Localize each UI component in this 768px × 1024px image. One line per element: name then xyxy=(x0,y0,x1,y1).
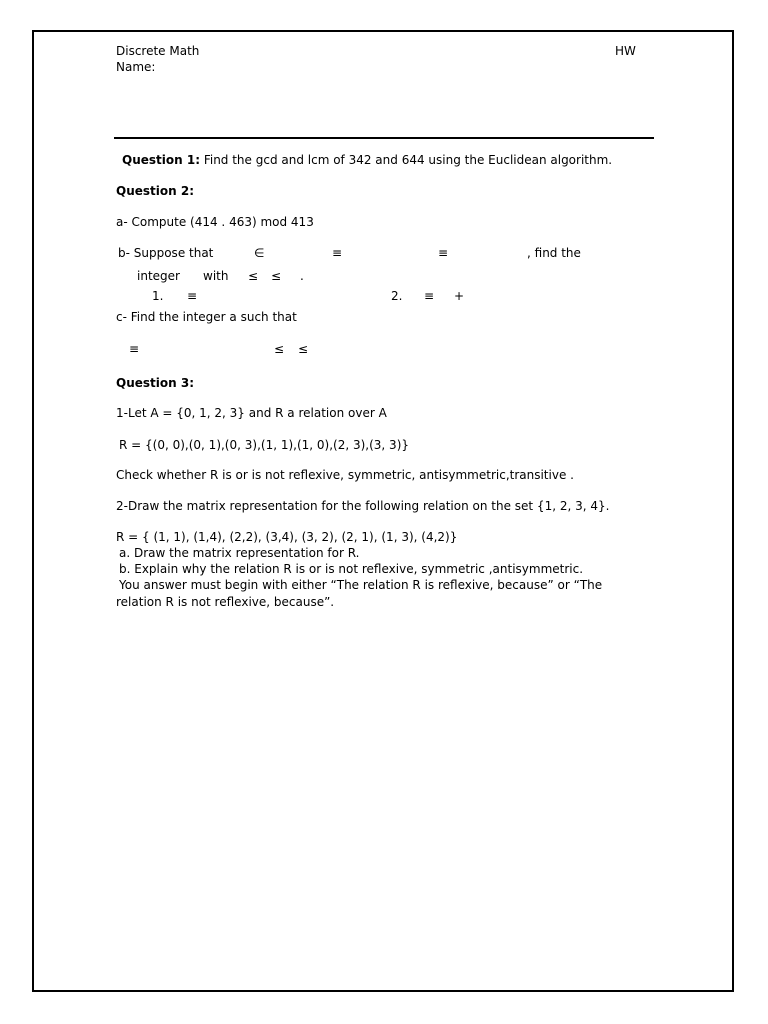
question-1-heading: Question 1: xyxy=(122,153,200,167)
question-3-check: Check whether R is or is not reflexive, symmetric, antisymmetric,transitive . xyxy=(116,468,574,482)
question-3-heading: Question 3: xyxy=(116,376,194,390)
question-3-part-1: 1-Let A = {0, 1, 2, 3} and R a relation over A xyxy=(116,406,387,420)
less-equal-symbol: ≤ xyxy=(271,269,282,283)
relation-2: R = { (1, 1), (1,4), (2,2), (3,4), (3, 2), (2, 1), (1, 3), (4,2)} xyxy=(116,530,458,544)
hw-label: HW xyxy=(615,44,636,58)
question-1-text: Find the gcd and lcm of 342 and 644 using the Euclidean algorithm. xyxy=(203,153,613,167)
question-2c-intro: c- Find the integer a such that xyxy=(116,310,297,324)
question-2-heading: Question 2: xyxy=(116,184,194,198)
question-2b-with: with xyxy=(203,269,229,283)
question-2b-item-1-number: 1. xyxy=(152,289,164,303)
congruent-symbol: ≡ xyxy=(187,289,198,303)
relation-1: R = {(0, 0),(0, 1),(0, 3),(1, 1),(1, 0),(2, 3),(3, 3)} xyxy=(119,438,410,452)
period-symbol: . xyxy=(300,269,304,283)
answer-instruction-line-1: You answer must begin with either “The relation R is reflexive, because” or “The xyxy=(119,578,603,592)
congruent-symbol: ≡ xyxy=(332,246,343,260)
question-3-part-a: a. Draw the matrix representation for R. xyxy=(119,546,360,560)
question-2a: a- Compute (414 . 463) mod 413 xyxy=(116,215,314,229)
question-3-part-2: 2-Draw the matrix representation for the following relation on the set {1, 2, 3, 4}. xyxy=(116,499,610,513)
name-label: Name: xyxy=(116,60,156,74)
less-equal-symbol: ≤ xyxy=(274,342,285,356)
congruent-symbol: ≡ xyxy=(129,342,140,356)
congruent-symbol: ≡ xyxy=(438,246,449,260)
less-equal-symbol: ≤ xyxy=(248,269,259,283)
answer-instruction-line-2: relation R is not reflexive, because”. xyxy=(116,595,335,609)
header-divider xyxy=(114,137,654,139)
question-2b-find: , find the xyxy=(527,246,581,260)
congruent-symbol: ≡ xyxy=(424,289,435,303)
question-2b-integer: integer xyxy=(137,269,180,283)
question-2b-intro: b- Suppose that xyxy=(118,246,214,260)
course-title: Discrete Math xyxy=(116,44,200,58)
plus-symbol: + xyxy=(454,289,465,303)
question-2b-item-2-number: 2. xyxy=(391,289,403,303)
less-equal-symbol: ≤ xyxy=(298,342,309,356)
element-of-symbol: ∈ xyxy=(254,246,265,260)
question-3-part-b: b. Explain why the relation R is or is not reflexive, symmetric ,antisymmetric. xyxy=(119,562,584,576)
question-1 xyxy=(122,152,612,168)
